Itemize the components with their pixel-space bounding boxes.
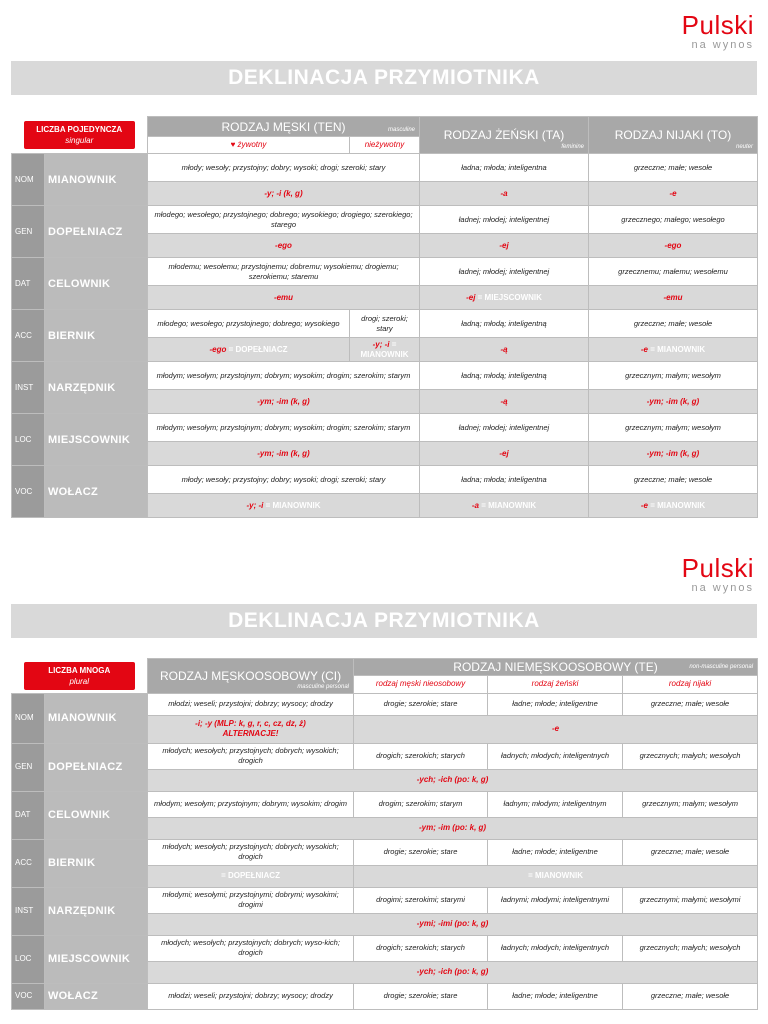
pl-nmp-ending-acc: = MIANOWNIK xyxy=(354,865,758,887)
fem-words-loc: ładnej; młodej; inteligentnej xyxy=(420,414,589,442)
pl-n-words-gen: grzecznych; małych; wesołych xyxy=(623,743,758,769)
pl-mp-words-dat: młodym; wesołym; przystojnym; dobrym; wysokim; drogim xyxy=(148,791,354,817)
brand-name: Pulski xyxy=(681,10,754,40)
section-title-plural: DEKLINACJA PRZYMIOTNIKA xyxy=(11,604,757,638)
masc-words-loc: młodym; wesołym; przystojnym; dobrym; wysokim; drogim; szerokim; starym xyxy=(148,414,420,442)
fem-words-gen: ładnej; młodej; inteligentnej xyxy=(420,206,589,234)
subheader-neuter: rodzaj nijaki xyxy=(623,676,758,693)
pl-case-abbr-inst: INST xyxy=(12,887,45,935)
number-label-singular: LICZBA POJEDYNCZA singular xyxy=(24,121,136,149)
pl-mp-words-acc: młodych; wesołych; przystojnych; dobrych; wysokich; drogich xyxy=(148,839,354,865)
pl-ending-dat: -ym; -im (po: k, g) xyxy=(148,817,758,839)
pl-m-words-acc: drogie; szerokie; stare xyxy=(354,839,488,865)
number-label-plural: LICZBA MNOGA plural xyxy=(24,662,136,690)
fem-words-voc: ładna; młoda; inteligentna xyxy=(420,466,589,494)
pl-m-words-loc: drogich; szerokich; starych xyxy=(354,935,488,961)
masc-words-voc: młody; wesoły; przystojny; dobry; wysoki; drogi; szeroki; stary xyxy=(148,466,420,494)
header-feminine: RODZAJ ŻEŃSKI (TA) feminine xyxy=(420,117,589,154)
neut-ending-dat: -emu xyxy=(589,286,758,310)
masc-ending-nom: -y; -i (k, g) xyxy=(148,182,420,206)
masc-ending-inst: -ym; -im (k, g) xyxy=(148,390,420,414)
pl-case-abbr-nom: NOM xyxy=(12,693,45,743)
brand-name-2: Pulski xyxy=(681,553,754,583)
subheader-masc-nonpersonal: rodzaj męski nieosobowy xyxy=(354,676,488,693)
pl-n-words-dat: grzecznym; małym; wesołym xyxy=(623,791,758,817)
pl-case-abbr-loc: LOC xyxy=(12,935,45,983)
header-neuter: RODZAJ NIJAKI (TO) neuter xyxy=(589,117,758,154)
neut-words-loc: grzecznym; małym; wesołym xyxy=(589,414,758,442)
masc-ending-dat: -emu xyxy=(148,286,420,310)
pl-m-words-voc: drogie; szerokie; stare xyxy=(354,983,488,1009)
masc-words-gen: młodego; wesołego; przystojnego; dobrego; wysokiego; drogiego; szerokiego; starego xyxy=(148,206,420,234)
subheader-feminine: rodzaj żeński xyxy=(488,676,623,693)
case-abbr-gen: GEN xyxy=(12,206,45,258)
pl-f-words-gen: ładnych; młodych; inteligentnych xyxy=(488,743,623,769)
pl-ending-gen: -ych; -ich (po: k, g) xyxy=(148,769,758,791)
pl-f-words-loc: ładnych; młodych; inteligentnych xyxy=(488,935,623,961)
pl-case-abbr-dat: DAT xyxy=(12,791,45,839)
case-abbr-loc: LOC xyxy=(12,414,45,466)
pl-case-name-inst: NARZĘDNIK xyxy=(45,887,148,935)
pl-n-words-loc: grzecznych; małych; wesołych xyxy=(623,935,758,961)
brand-sub: na wynos xyxy=(691,39,754,51)
pl-m-words-gen: drogich; szerokich; starych xyxy=(354,743,488,769)
masc-anim-words-acc: młodego; wesołego; przystojnego; dobrego; wysokiego xyxy=(148,310,350,338)
pl-case-name-loc: MIEJSCOWNIK xyxy=(45,935,148,983)
pl-case-abbr-acc: ACC xyxy=(12,839,45,887)
pl-mp-words-loc: młodych; wesołych; przystojnych; dobrych; wyso-kich; drogich xyxy=(148,935,354,961)
pl-f-words-acc: ładne; młode; inteligentne xyxy=(488,839,623,865)
case-abbr-nom: NOM xyxy=(12,154,45,206)
pl-case-name-dat: CELOWNIK xyxy=(45,791,148,839)
case-name-nom: MIANOWNIK xyxy=(45,154,148,206)
masc-anim-ending-acc: -ego = DOPEŁNIACZ xyxy=(148,338,350,362)
case-name-loc: MIEJSCOWNIK xyxy=(45,414,148,466)
singular-table xyxy=(11,116,758,518)
pl-n-words-voc: grzeczne; małe; wesołe xyxy=(623,983,758,1009)
subheader-animate: ♥ żywotny xyxy=(148,137,350,154)
masc-inan-words-acc: drogi; szeroki; stary xyxy=(350,310,420,338)
pl-mp-words-nom: młodzi; weseli; przystojni; dobrzy; wysocy; drodzy xyxy=(148,693,354,715)
neut-ending-nom: -e xyxy=(589,182,758,206)
neut-words-inst: grzecznym; małym; wesołym xyxy=(589,362,758,390)
pl-ending-inst: -ymi; -imi (po: k, g) xyxy=(148,913,758,935)
fem-words-acc: ładną; młodą; inteligentną xyxy=(420,310,589,338)
neut-words-dat: grzecznemu; małemu; wesołemu xyxy=(589,258,758,286)
pl-case-name-gen: DOPEŁNIACZ xyxy=(45,743,148,791)
masc-words-dat: młodemu; wesołemu; przystojnemu; dobremu; wysokiemu; drogiemu; szerokiemu; staremu xyxy=(148,258,420,286)
pl-mp-words-inst: młodymi; wesołymi; przystojnymi; dobrymi; wysokimi; drogimi xyxy=(148,887,354,913)
neut-ending-loc: -ym; -im (k, g) xyxy=(589,442,758,466)
masc-words-inst: młodym; wesołym; przystojnym; dobrym; wysokim; drogim; szerokim; starym xyxy=(148,362,420,390)
fem-ending-loc: -ej xyxy=(420,442,589,466)
case-abbr-acc: ACC xyxy=(12,310,45,362)
neut-words-gen: grzecznego; małego; wesołego xyxy=(589,206,758,234)
pl-nmp-ending-nom: -e xyxy=(354,715,758,743)
pl-f-words-inst: ładnymi; młodymi; inteligentnymi xyxy=(488,887,623,913)
fem-ending-voc: -a = MIANOWNIK xyxy=(420,494,589,518)
pl-case-abbr-voc: VOC xyxy=(12,983,45,1009)
header-non-masc-personal: RODZAJ NIEMĘSKOOSOBOWY (TE) non-masculine personal xyxy=(354,659,758,676)
masc-words-nom: młody; wesoły; przystojny; dobry; wysoki; drogi; szeroki; stary xyxy=(148,154,420,182)
fem-words-nom: ładna; młoda; inteligentna xyxy=(420,154,589,182)
neut-words-voc: grzeczne; małe; wesołe xyxy=(589,466,758,494)
pl-case-name-nom: MIANOWNIK xyxy=(45,693,148,743)
pl-n-words-acc: grzeczne; małe; wesołe xyxy=(623,839,758,865)
masc-ending-gen: -ego xyxy=(148,234,420,258)
case-name-gen: DOPEŁNIACZ xyxy=(45,206,148,258)
case-name-inst: NARZĘDNIK xyxy=(45,362,148,414)
fem-ending-nom: -a xyxy=(420,182,589,206)
case-name-acc: BIERNIK xyxy=(45,310,148,362)
fem-ending-dat: -ej = MIEJSCOWNIK xyxy=(420,286,589,310)
brand-logo-2 xyxy=(682,555,754,595)
case-abbr-inst: INST xyxy=(12,362,45,414)
pl-m-words-inst: drogimi; szerokimi; starymi xyxy=(354,887,488,913)
pl-f-words-nom: ładne; młode; inteligentne xyxy=(488,693,623,715)
subheader-inanimate: nieżywotny xyxy=(350,137,420,154)
fem-ending-acc: -ą xyxy=(420,338,589,362)
fem-words-dat: ładnej; młodej; inteligentnej xyxy=(420,258,589,286)
fem-words-inst: ładną; młodą; inteligentną xyxy=(420,362,589,390)
pl-ending-loc: -ych; -ich (po: k, g) xyxy=(148,961,758,983)
pl-mp-words-gen: młodych; wesołych; przystojnych; dobrych; wysokich; drogich xyxy=(148,743,354,769)
case-name-voc: WOŁACZ xyxy=(45,466,148,518)
neut-ending-voc: -e = MIANOWNIK xyxy=(589,494,758,518)
pl-m-words-dat: drogim; szerokim; starym xyxy=(354,791,488,817)
pl-f-words-voc: ładne; młode; inteligentne xyxy=(488,983,623,1009)
neut-words-nom: grzeczne; małe; wesołe xyxy=(589,154,758,182)
plural-table xyxy=(11,658,758,1010)
masc-inan-ending-acc: -y; -i = MIANOWNIK xyxy=(350,338,420,362)
brand-logo xyxy=(682,12,754,52)
neut-ending-inst: -ym; -im (k, g) xyxy=(589,390,758,414)
pl-m-words-nom: drogie; szerokie; stare xyxy=(354,693,488,715)
case-abbr-voc: VOC xyxy=(12,466,45,518)
masc-ending-voc: -y; -i = MIANOWNIK xyxy=(148,494,420,518)
pl-case-name-acc: BIERNIK xyxy=(45,839,148,887)
pl-n-words-inst: grzecznymi; małymi; wesołymi xyxy=(623,887,758,913)
pl-mp-ending-acc: = DOPEŁNIACZ xyxy=(148,865,354,887)
case-abbr-dat: DAT xyxy=(12,258,45,310)
case-name-dat: CELOWNIK xyxy=(45,258,148,310)
pl-mp-words-voc: młodzi; weseli; przystojni; dobrzy; wysocy; drodzy xyxy=(148,983,354,1009)
section-title-singular: DEKLINACJA PRZYMIOTNIKA xyxy=(11,61,757,95)
pl-mp-ending-nom: -i; -y (MLP: k, g, r, c, cz, dz, ż) ALTERNACJE! xyxy=(148,715,354,743)
masc-ending-loc: -ym; -im (k, g) xyxy=(148,442,420,466)
header-masculine: RODZAJ MĘSKI (TEN) masculine xyxy=(148,117,420,137)
brand-sub-2: na wynos xyxy=(691,582,754,594)
fem-ending-gen: -ej xyxy=(420,234,589,258)
neut-ending-gen: -ego xyxy=(589,234,758,258)
pl-case-name-voc: WOŁACZ xyxy=(45,983,148,1009)
neut-words-acc: grzeczne; małe; wesołe xyxy=(589,310,758,338)
neut-ending-acc: -e = MIANOWNIK xyxy=(589,338,758,362)
pl-case-abbr-gen: GEN xyxy=(12,743,45,791)
fem-ending-inst: -ą xyxy=(420,390,589,414)
header-masc-personal: RODZAJ MĘSKOOSOBOWY (CI) masculine personal xyxy=(148,659,354,694)
pl-f-words-dat: ładnym; młodym; inteligentnym xyxy=(488,791,623,817)
pl-n-words-nom: grzeczne; małe; wesołe xyxy=(623,693,758,715)
